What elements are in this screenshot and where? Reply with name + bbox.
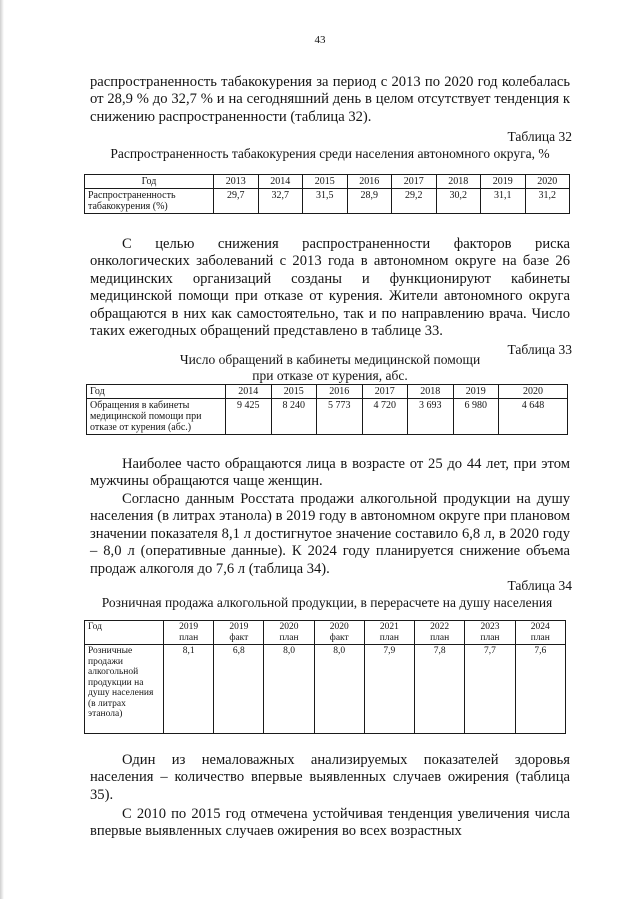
table-34-column-header <box>415 621 465 645</box>
table-34-header-year: Год <box>85 621 164 645</box>
table-34-value-cell: 8,0 <box>314 645 364 734</box>
paragraph-obesity-trend: С 2010 по 2015 год отмечена устойчивая тенденция увеличения числа впервые выявленных случаев ожирения во всех возрастных <box>90 806 570 840</box>
table-32-label: Таблица 32 <box>507 129 572 144</box>
table-34-col-type: план <box>379 632 399 643</box>
paragraph-alcohol-sales: Согласно данным Росстата продажи алкогольной продукции на душу населения (в литрах этанола) в 2019 году в автономном округе при плановом значении показателя 8,1 л достигнутое значение составило 6,8 л, в 2020 году – 8,0 л (оперативные данные). К 2024 году планируется снижение объема продаж алкоголя до 7,6 л (таблица 34). <box>90 491 570 577</box>
table-32-year-cell: 2013 <box>214 175 259 189</box>
table-34-col-type: факт <box>329 632 349 643</box>
table-33-caption-line2: при отказе от курения, абс. <box>252 368 408 383</box>
table-32 <box>84 174 570 214</box>
table-33-header-year: Год <box>87 385 226 399</box>
paragraph-smoking-prevalence: распространенность табакокурения за период с 2013 по 2020 год колебалась от 28,9 % до 32,7 % и на сегодняшний день в целом отсутствует тенденция к снижению распространенности (таблица 32). <box>90 74 570 125</box>
table-32-value-cell: 31,2 <box>525 189 570 214</box>
table-34-column-header <box>314 621 364 645</box>
table-34-col-year: 2024 <box>530 622 550 632</box>
table-34-col-year: 2019 <box>229 622 249 632</box>
table-34-value-cell: 8,1 <box>164 645 214 734</box>
table-34-col-year: 2019 <box>179 622 199 632</box>
table-32-value-cell: 28,9 <box>347 189 392 214</box>
table-33-year-cell: 2016 <box>317 385 363 399</box>
paragraph-smoking-cessation: С целью снижения распространенности факторов риска онкологических заболеваний с 2013 года в автономном округе на базе 26 медицинских организаций созданы и функционируют кабинеты медицинской помощи при отказе от курения. Жители автономного округа обращаются в них как самостоятельно, так и по направлению врача. Число таких ежегодных обращений представлено в таблице 33. <box>90 236 570 340</box>
table-34-label: Таблица 34 <box>507 578 572 593</box>
page-edge <box>0 0 4 899</box>
table-32-value-cell: 29,7 <box>214 189 259 214</box>
table-32-year-cell: 2020 <box>525 175 570 189</box>
table-34-column-header <box>515 621 565 645</box>
table-34-value-cell: 7,6 <box>515 645 565 734</box>
table-33-value-cell: 4 720 <box>362 399 408 435</box>
table-33-caption-line1: Число обращений в кабинеты медицинской помощи <box>179 352 481 367</box>
table-32-value-cell: 31,1 <box>481 189 526 214</box>
table-32-year-cell: 2019 <box>481 175 526 189</box>
table-34-col-year: 2022 <box>430 622 450 632</box>
table-34-column-header <box>364 621 414 645</box>
table-34-col-type: план <box>279 632 299 643</box>
table-33-year-cell: 2014 <box>226 385 272 399</box>
table-34-col-type: факт <box>229 632 249 643</box>
table-32-value-cell: 29,2 <box>392 189 437 214</box>
table-34-col-type: план <box>480 632 500 643</box>
table-33-year-cell: 2020 <box>499 385 568 399</box>
table-32-header-year: Год <box>85 175 214 189</box>
table-33-value-cell: 6 980 <box>453 399 499 435</box>
table-33-value-cell: 9 425 <box>226 399 272 435</box>
table-34-value-cell: 8,0 <box>264 645 314 734</box>
table-34 <box>84 620 566 734</box>
table-34-col-type: план <box>179 632 199 643</box>
table-32-caption: Распространенность табакокурения среди населения автономного округа, % <box>110 146 550 161</box>
table-34-col-type: план <box>530 632 550 643</box>
table-34-col-type: план <box>430 632 450 643</box>
table-34-col-year: 2021 <box>379 622 399 632</box>
table-33-value-cell: 5 773 <box>317 399 363 435</box>
paragraph-obesity-indicator: Один из немаловажных анализируемых показателей здоровья населения – количество впервые выявленных случаев ожирения (таблица 35). <box>90 752 570 803</box>
table-33-year-cell: 2017 <box>362 385 408 399</box>
table-33-year-cell: 2019 <box>453 385 499 399</box>
table-32-year-cell: 2018 <box>436 175 481 189</box>
table-32-year-cell: 2017 <box>392 175 437 189</box>
table-33-value-cell: 8 240 <box>271 399 317 435</box>
table-34-row-label: Розничные продажи алкогольной продукции на душу населения (в литрах этанола) <box>85 645 164 734</box>
table-34-column-header <box>164 621 214 645</box>
table-33 <box>86 384 568 435</box>
table-34-value-cell: 7,8 <box>415 645 465 734</box>
table-34-caption: Розничная продажа алкогольной продукции, в перерасчете на душу населения <box>101 595 553 610</box>
table-34-col-year: 2020 <box>329 622 349 632</box>
table-32-year-cell: 2016 <box>347 175 392 189</box>
table-32-row-label: Распространенность табакокурения (%) <box>85 189 214 214</box>
table-34-value-cell: 7,7 <box>465 645 515 734</box>
table-33-value-cell: 3 693 <box>408 399 454 435</box>
table-33-row-label: Обращения в кабинеты медицинской помощи при отказе от курения (абс.) <box>87 399 226 435</box>
table-32-year-cell: 2014 <box>258 175 303 189</box>
table-32-value-cell: 31,5 <box>303 189 348 214</box>
table-33-year-cell: 2015 <box>271 385 317 399</box>
table-33-year-cell: 2018 <box>408 385 454 399</box>
table-32-value-cell: 32,7 <box>258 189 303 214</box>
table-34-value-cell: 7,9 <box>364 645 414 734</box>
table-34-col-year: 2023 <box>480 622 500 632</box>
table-33-value-cell: 4 648 <box>499 399 568 435</box>
table-32-value-cell: 30,2 <box>436 189 481 214</box>
table-34-column-header <box>264 621 314 645</box>
table-34-col-year: 2020 <box>279 622 299 632</box>
table-34-column-header <box>465 621 515 645</box>
table-34-column-header <box>214 621 264 645</box>
paragraph-age-groups: Наиболее часто обращаются лица в возрасте от 25 до 44 лет, при этом мужчины обращаются чаще женщин. <box>90 456 570 490</box>
table-34-value-cell: 6,8 <box>214 645 264 734</box>
page-number: 43 <box>314 34 326 46</box>
table-32-year-cell: 2015 <box>303 175 348 189</box>
table-33-label: Таблица 33 <box>507 342 572 357</box>
